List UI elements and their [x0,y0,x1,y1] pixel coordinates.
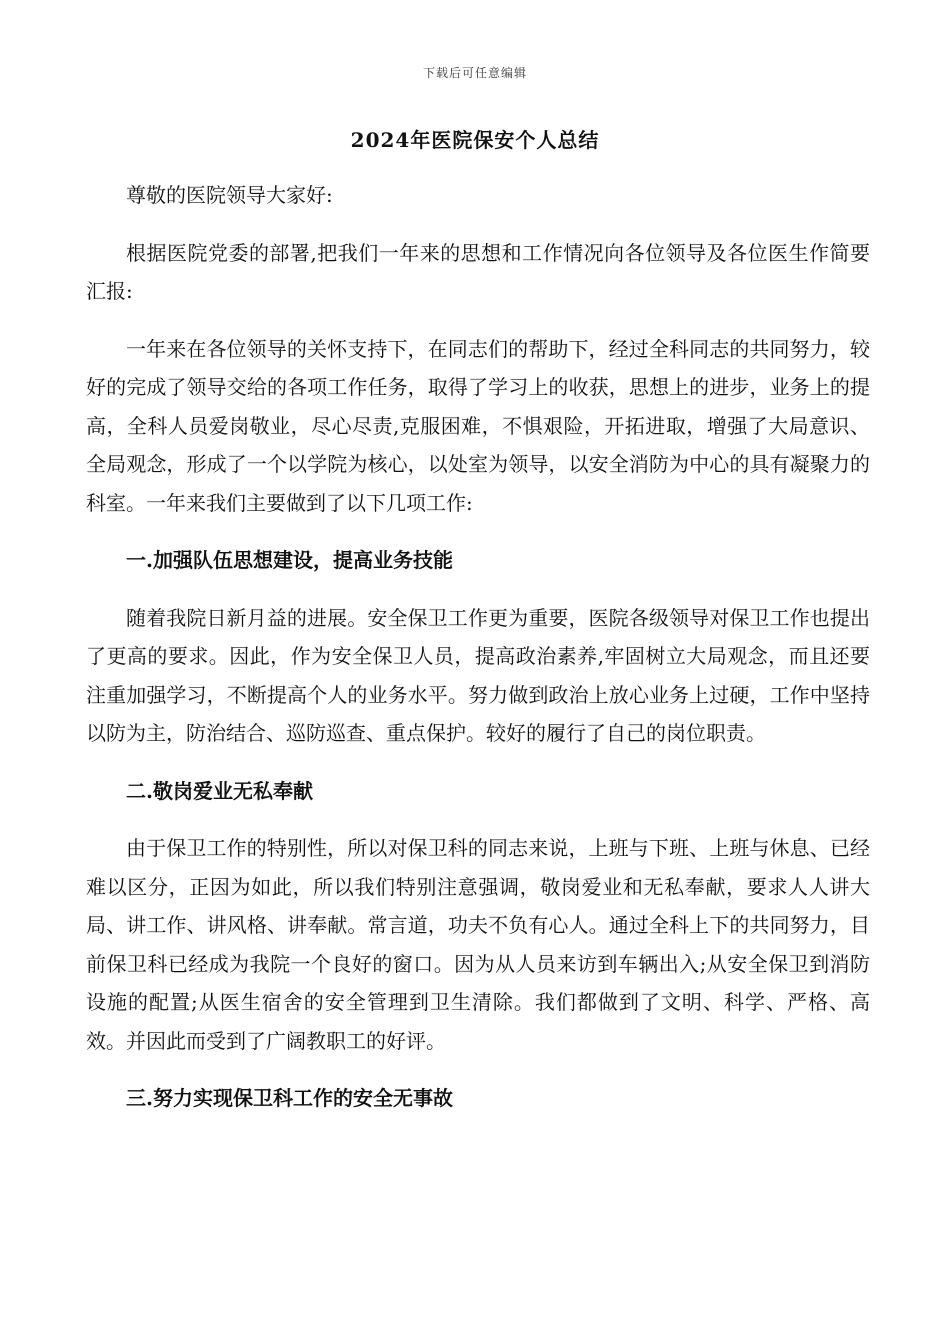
section-2-paragraph: 由于保卫工作的特别性，所以对保卫科的同志来说，上班与下班、上班与休息、已经难以区分，正因为如此，所以我们特别注意强调，敬岗爱业和无私奉献，要求人人讲大局、讲工作、讲风格、讲奉献。常言道，功夫不负有心人。通过全科上下的共同努力，目前保卫科已经成为我院一个良好的窗口。因为从人员来访到车辆出入;从安全保卫到消防设施的配置;从医生宿舍的安全管理到卫生清除。我们都做到了文明、科学、严格、高效。并因此而受到了广阔教职工的好评。 [86,836,870,1053]
header-note: 下载后可任意编辑 [422,66,527,80]
overview-paragraph: 一年来在各位领导的关怀支持下，在同志们的帮助下，经过全科同志的共同努力，较好的完成了领导交给的各项工作任务，取得了学习上的收获，思想上的进步，业务上的提高，全科人员爱岗敬业，尽心尽责,克服困难，不惧艰险，开拓进取，增强了大局意识、全局观念，形成了一个以学院为核心，以处室为领导，以安全消防为中心的具有凝聚力的科室。一年来我们主要做到了以下几项工作: [86,336,870,515]
greeting-paragraph: 尊敬的医院领导大家好: [126,183,333,207]
section-2-heading: 二.敬岗爱业无私奉献 [126,778,313,803]
intro-paragraph: 根据医院党委的部署,把我们一年来的思想和工作情况向各位领导及各位医生作简要汇报: [86,240,870,303]
section-1-paragraph: 随着我院日新月益的进展。安全保卫工作更为重要，医院各级领导对保卫工作也提出了更高的要求。因此，作为安全保卫人员，提高政治素养,牢固树立大局观念，而且还要注重加强学习，不断提高个人的业务水平。努力做到政治上放心业务上过硬，工作中坚持以防为主，防治结合、巡防巡查、重点保护。较好的履行了自己的岗位职责。 [86,605,870,745]
document-title: 2024年医院保安个人总结 [350,128,600,152]
document-body [86,176,870,1137]
section-3-heading: 三.努力实现保卫科工作的安全无事故 [126,1086,453,1110]
section-1-heading: 一.加强队伍思想建设，提高业务技能 [126,548,453,572]
